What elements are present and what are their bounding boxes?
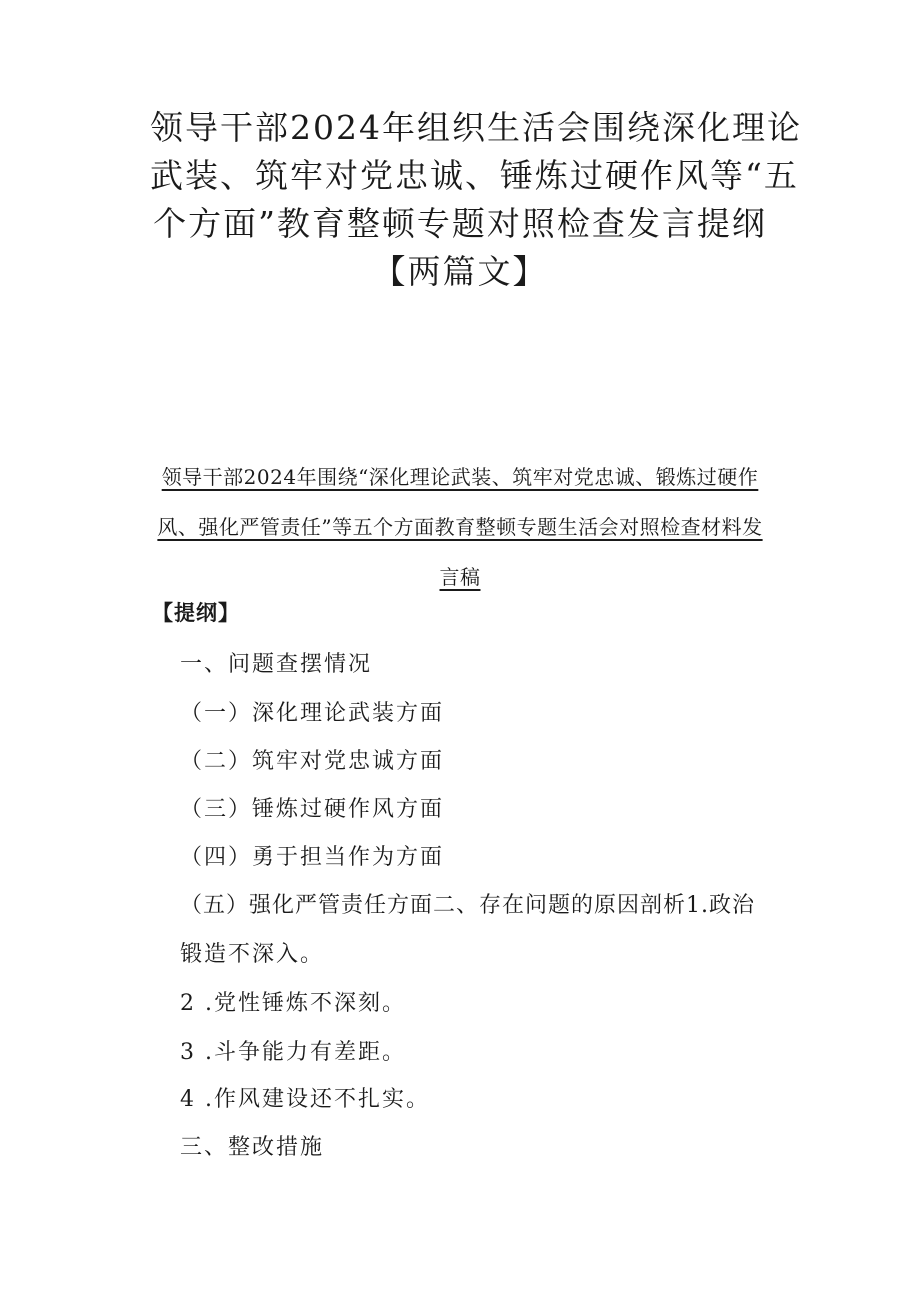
outline-label: 【提纲】 <box>152 601 240 625</box>
title-line-1: 领导干部2024年组织生活会围绕深化理论 <box>150 108 802 147</box>
title-line-3: 个方面”教育整顿专题对照检查发言提纲 <box>153 204 767 243</box>
outline-item-1: （一）深化理论武装方面 <box>180 701 445 726</box>
cause-item-2: 2 .党性锤炼不深刻。 <box>180 991 406 1016</box>
outline-item-5-continued: 锻造不深入。 <box>180 942 325 967</box>
subtitle-line-3: 言稿 <box>439 565 481 589</box>
outline-item-4: （四）勇于担当作为方面 <box>180 845 445 870</box>
outline-item-5: （五）强化严管责任方面二、存在问题的原因剖析1.政治 <box>180 893 755 918</box>
title-line-2: 武装、筑牢对党忠诚、锤炼过硬作风等“五 <box>150 156 799 195</box>
subtitle-line-2: 风、强化严管责任”等五个方面教育整顿专题生活会对照检查材料发 <box>157 515 763 539</box>
cause-item-4: 4 .作风建设还不扎实。 <box>180 1087 430 1112</box>
cause-item-3: 3 .斗争能力有差距。 <box>180 1040 406 1065</box>
section-heading-problems: 一、问题查摆情况 <box>180 652 373 677</box>
page-title <box>150 104 802 296</box>
section-heading-measures: 三、整改措施 <box>180 1135 325 1160</box>
title-line-4: 【两篇文】 <box>372 252 548 291</box>
article-subtitle <box>140 452 780 602</box>
subtitle-line-1: 领导干部2024年围绕“深化理论武装、筑牢对党忠诚、锻炼过硬作 <box>161 465 759 489</box>
outline-item-2: （二）筑牢对党忠诚方面 <box>180 749 445 774</box>
outline-item-3: （三）锤炼过硬作风方面 <box>180 797 445 822</box>
